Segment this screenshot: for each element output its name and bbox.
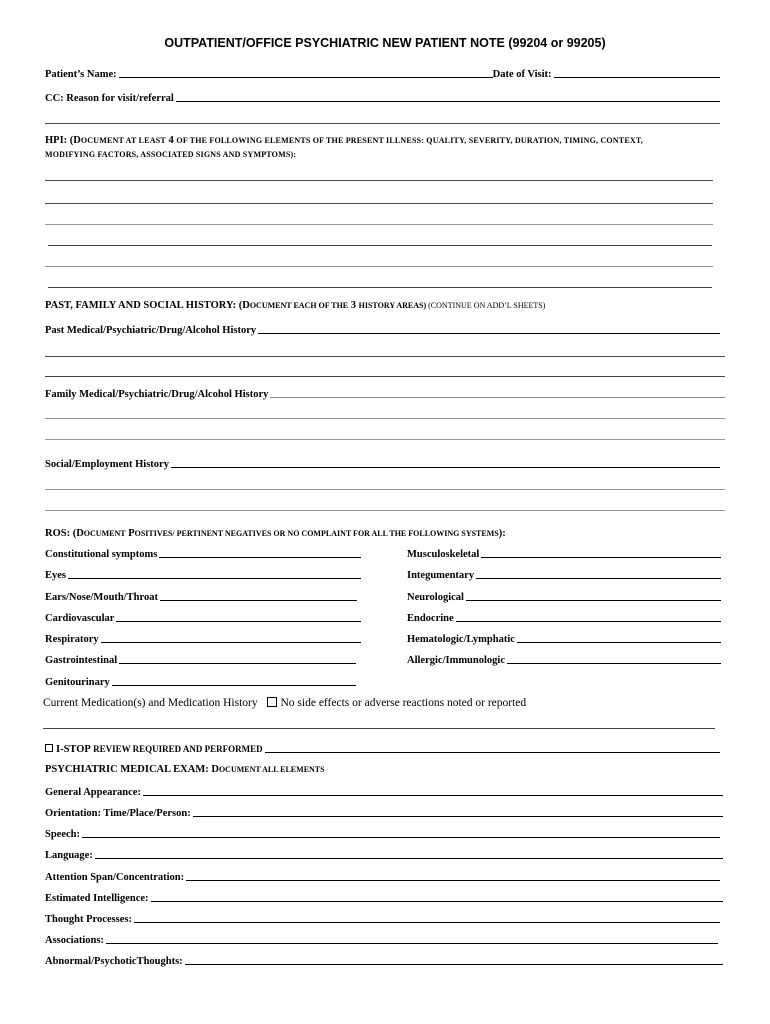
ros-field[interactable] bbox=[159, 547, 361, 558]
pfsh-note-b: HISTORY AREAS) bbox=[358, 301, 427, 310]
exam-field[interactable] bbox=[82, 827, 720, 838]
hpi-line[interactable] bbox=[45, 203, 713, 204]
exam-item bbox=[45, 954, 723, 967]
no-side-effects-checkbox[interactable] bbox=[267, 697, 277, 707]
past-history-line[interactable] bbox=[45, 376, 725, 377]
social-history-line[interactable] bbox=[45, 489, 725, 490]
ros-label: Genitourinary bbox=[45, 677, 110, 688]
ros-note-b: OSITIVES/ PERTINENT NEGATIVES OR NO COMPLAINT FOR ALL THE FOLLOWING SYSTEMS bbox=[134, 529, 499, 538]
istop-checkbox[interactable] bbox=[45, 744, 53, 752]
social-history-label: Social/Employment History bbox=[45, 459, 169, 470]
exam-label: Thought Processes: bbox=[45, 914, 133, 925]
exam-label: Abnormal/PsychoticThoughts: bbox=[45, 956, 183, 967]
exam-item bbox=[45, 827, 720, 840]
exam-heading bbox=[45, 764, 325, 775]
ros-left-item bbox=[45, 568, 361, 581]
medications-row bbox=[43, 697, 526, 709]
ros-lead: ROS: (D bbox=[45, 528, 84, 539]
cc-field[interactable] bbox=[176, 91, 720, 102]
exam-item bbox=[45, 848, 723, 861]
exam-item bbox=[45, 870, 720, 883]
hpi-line[interactable] bbox=[45, 266, 713, 267]
hpi-note-b: OF THE FOLLOWING ELEMENTS OF THE PRESENT ILLNESS: QUALITY, SEVERITY, DURATION, TIMING, CONTEXT, bbox=[176, 136, 643, 145]
cc-row bbox=[45, 91, 720, 104]
exam-label: Estimated Intelligence: bbox=[45, 893, 149, 904]
ros-field[interactable] bbox=[476, 568, 721, 579]
pfsh-continue: (CONTINUE ON ADD’L SHEETS) bbox=[426, 301, 546, 310]
ros-label: Respiratory bbox=[45, 634, 99, 645]
family-history-line[interactable] bbox=[45, 439, 725, 440]
exam-label: Associations: bbox=[45, 935, 104, 946]
istop-label bbox=[45, 744, 265, 755]
hpi-line[interactable] bbox=[45, 180, 713, 181]
ros-label: Gastrointestinal bbox=[45, 655, 118, 666]
social-history-line[interactable] bbox=[45, 510, 725, 511]
exam-label: Attention Span/Concentration: bbox=[45, 872, 185, 883]
exam-field[interactable] bbox=[151, 891, 723, 902]
exam-item bbox=[45, 891, 723, 904]
ros-field[interactable] bbox=[466, 590, 721, 601]
patient-name-row bbox=[45, 67, 720, 80]
date-of-visit-field[interactable] bbox=[554, 67, 720, 78]
family-history-label: Family Medical/Psychiatric/Drug/Alcohol History bbox=[45, 389, 269, 400]
ros-left-item bbox=[45, 632, 361, 645]
pfsh-note-a: OCUMENT EACH OF THE bbox=[249, 301, 349, 310]
family-history-field[interactable] bbox=[270, 387, 725, 398]
pfsh-lead: PAST, FAMILY AND SOCIAL HISTORY: (D bbox=[45, 300, 250, 311]
hpi-lead: HPI: (D bbox=[45, 135, 81, 146]
patient-name-label: Patient’s Name: bbox=[45, 69, 117, 80]
ros-field[interactable] bbox=[160, 590, 357, 601]
ros-field[interactable] bbox=[507, 653, 721, 664]
cc-label: CC: Reason for visit/referral bbox=[45, 93, 174, 104]
ros-field[interactable] bbox=[116, 611, 361, 622]
ros-heading bbox=[45, 528, 506, 539]
past-history-label: Past Medical/Psychiatric/Drug/Alcohol History bbox=[45, 325, 257, 336]
medications-label: Current Medication(s) and Medication History bbox=[43, 697, 258, 709]
hpi-heading bbox=[45, 134, 735, 162]
exam-field[interactable] bbox=[186, 870, 720, 881]
exam-field[interactable] bbox=[143, 785, 723, 796]
ros-field[interactable] bbox=[481, 547, 721, 558]
exam-label: Orientation: Time/Place/Person: bbox=[45, 808, 191, 819]
exam-item bbox=[45, 785, 723, 798]
ros-right-item bbox=[407, 653, 721, 666]
ros-p: P bbox=[125, 528, 135, 539]
pfsh-count: 3 bbox=[348, 300, 359, 311]
exam-field[interactable] bbox=[134, 912, 720, 923]
istop-rest: REVIEW REQUIRED AND PERFORMED bbox=[90, 744, 263, 754]
ros-field[interactable] bbox=[456, 611, 721, 622]
no-side-effects-label: No side effects or adverse reactions noted or reported bbox=[280, 697, 527, 709]
ros-field[interactable] bbox=[112, 675, 356, 686]
ros-left-item bbox=[45, 547, 361, 560]
hpi-line[interactable] bbox=[48, 287, 712, 288]
medications-line[interactable] bbox=[43, 728, 715, 729]
pfsh-heading bbox=[45, 300, 545, 311]
ros-left-item bbox=[45, 653, 356, 666]
hpi-count: 4 bbox=[165, 135, 177, 146]
cc-line-2[interactable] bbox=[45, 123, 720, 124]
exam-note: OCUMENT ALL ELEMENTS bbox=[218, 765, 325, 774]
ros-label: Endocrine bbox=[407, 613, 454, 624]
date-of-visit-label: Date of Visit: bbox=[492, 69, 552, 80]
family-history-row bbox=[45, 387, 725, 400]
hpi-line[interactable] bbox=[45, 224, 713, 225]
ros-left-item bbox=[45, 611, 361, 624]
past-history-field[interactable] bbox=[258, 323, 720, 334]
ros-left-item bbox=[45, 590, 357, 603]
ros-label: Eyes bbox=[45, 570, 66, 581]
ros-label: Integumentary bbox=[407, 570, 475, 581]
ros-field[interactable] bbox=[68, 568, 361, 579]
ros-label: Musculoskeletal bbox=[407, 549, 480, 560]
form-title: OUTPATIENT/OFFICE PSYCHIATRIC NEW PATIENT NOTE (99204 or 99205) bbox=[164, 36, 606, 50]
hpi-note-a: OCUMENT AT LEAST bbox=[80, 136, 166, 145]
ros-note-a: OCUMENT bbox=[83, 529, 126, 538]
ros-label: Neurological bbox=[407, 592, 464, 603]
hpi-line[interactable] bbox=[48, 245, 712, 246]
exam-item bbox=[45, 912, 720, 925]
exam-field[interactable] bbox=[106, 933, 718, 944]
ros-field[interactable] bbox=[101, 632, 361, 643]
social-history-field[interactable] bbox=[171, 457, 720, 468]
ros-left-item bbox=[45, 675, 356, 688]
exam-item bbox=[45, 806, 723, 819]
ros-label: Allergic/Immunologic bbox=[407, 655, 505, 666]
ros-right-item bbox=[407, 590, 721, 603]
exam-field[interactable] bbox=[185, 954, 723, 965]
istop-row bbox=[45, 742, 720, 755]
hpi-note-line2: MODIFYING FACTORS, ASSOCIATED SIGNS AND SYMPTOMS): bbox=[45, 150, 297, 159]
exam-field[interactable] bbox=[193, 806, 723, 817]
istop-field[interactable] bbox=[265, 742, 720, 753]
ros-field[interactable] bbox=[517, 632, 721, 643]
patient-name-field[interactable] bbox=[119, 67, 493, 78]
ros-tail: ): bbox=[498, 528, 506, 539]
istop-lead: I-STOP bbox=[56, 744, 91, 755]
ros-right-item bbox=[407, 547, 721, 560]
ros-right-item bbox=[407, 568, 721, 581]
ros-right-item bbox=[407, 611, 721, 624]
social-history-row bbox=[45, 457, 720, 470]
past-history-row bbox=[45, 323, 720, 336]
family-history-line[interactable] bbox=[45, 418, 725, 419]
ros-field[interactable] bbox=[119, 653, 356, 664]
ros-label: Constitutional symptoms bbox=[45, 549, 158, 560]
ros-label: Cardiovascular bbox=[45, 613, 115, 624]
ros-right-item bbox=[407, 632, 721, 645]
exam-field[interactable] bbox=[95, 848, 723, 859]
past-history-line[interactable] bbox=[45, 356, 725, 357]
exam-label: General Appearance: bbox=[45, 787, 141, 798]
exam-label: Speech: bbox=[45, 829, 80, 840]
exam-lead: PSYCHIATRIC MEDICAL EXAM: D bbox=[45, 764, 219, 775]
exam-label: Language: bbox=[45, 850, 93, 861]
ros-label: Hematologic/Lymphatic bbox=[407, 634, 515, 645]
ros-label: Ears/Nose/Mouth/Throat bbox=[45, 592, 158, 603]
exam-item bbox=[45, 933, 718, 946]
